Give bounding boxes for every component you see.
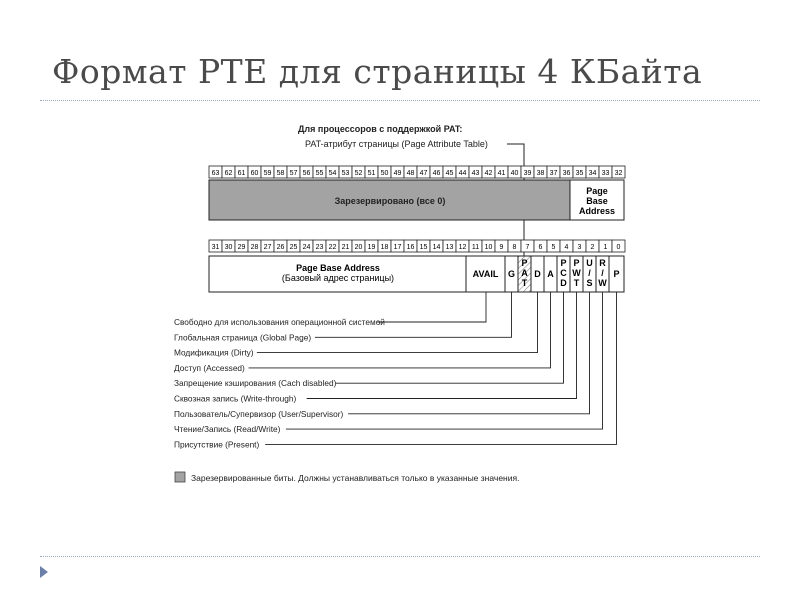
footer-divider	[40, 556, 760, 557]
flag-rw-3: W	[598, 278, 607, 288]
high-bit-label: 33	[601, 170, 610, 177]
high-bit-label: 32	[614, 170, 623, 177]
legend-label: Модификация (Dirty)	[174, 347, 254, 358]
legend-leader-line	[377, 292, 486, 322]
legend-label: Доступ (Accessed)	[174, 362, 245, 373]
low-bit-label: 18	[380, 244, 389, 251]
high-bit-label: 50	[380, 170, 389, 177]
legend-label: Присутствие (Present)	[174, 439, 260, 450]
low-bit-label: 10	[484, 244, 493, 251]
high-bit-label: 52	[354, 170, 363, 177]
low-bit-label: 23	[315, 244, 324, 251]
legend-label: Глобальная страница (Global Page)	[174, 332, 312, 343]
low-bit-label: 29	[237, 244, 246, 251]
low-bit-label: 12	[458, 244, 467, 251]
high-bit-label: 49	[393, 170, 402, 177]
high-bit-label: 61	[237, 170, 246, 177]
legend-leader-line	[249, 292, 551, 368]
low-bit-label: 16	[406, 244, 415, 251]
low-bit-label: 21	[341, 244, 350, 251]
low-bit-label: 27	[263, 244, 272, 251]
high-bit-label: 56	[302, 170, 311, 177]
flag-pat-2: A	[521, 268, 528, 278]
flag-pat-1: P	[521, 258, 528, 268]
high-bit-label: 54	[328, 170, 337, 177]
pba-low-label: Page Base Address	[296, 263, 380, 273]
low-bit-label: 8	[512, 244, 517, 251]
high-bit-label: 48	[406, 170, 415, 177]
flag-us-2: /	[588, 268, 591, 278]
high-bit-label: 38	[536, 170, 545, 177]
footnote-text: Зарезервированные биты. Должны устанавливаться только в указанные значения.	[191, 473, 520, 483]
flag-rw-1: R	[599, 258, 606, 268]
flag-pwt-3: T	[573, 278, 580, 288]
high-bit-label: 60	[250, 170, 259, 177]
high-bit-label: 45	[445, 170, 454, 177]
flag-pat-3: T	[521, 278, 528, 288]
legend-leader-line	[315, 292, 512, 337]
legend-label: Запрещение кэширования (Cach disabled)	[174, 378, 337, 389]
low-bit-label: 31	[211, 244, 220, 251]
flag-us-3: S	[586, 278, 593, 288]
low-bit-label: 19	[367, 244, 376, 251]
high-bit-label: 44	[458, 170, 467, 177]
field-legend	[174, 292, 617, 449]
high-bit-label: 58	[276, 170, 285, 177]
pat-caption: PAT-атрибут страницы (Page Attribute Table)	[305, 139, 488, 149]
legend-label: Сквозная запись (Write-through)	[174, 393, 297, 404]
high-bit-label: 53	[341, 170, 350, 177]
high-bit-label: 41	[497, 170, 506, 177]
low-bit-label: 24	[302, 244, 311, 251]
low-bit-label: 6	[538, 244, 543, 251]
figure-heading: Для процессоров с поддержкой PAT:	[298, 124, 463, 134]
high-bit-label: 43	[471, 170, 480, 177]
low-bit-label: 17	[393, 244, 402, 251]
pba-high-line1: Page	[586, 186, 608, 196]
high-bit-label: 35	[575, 170, 584, 177]
low-bit-label: 7	[525, 244, 530, 251]
flag-us-1: U	[586, 258, 593, 268]
low-bit-label: 25	[289, 244, 298, 251]
bullet-arrow-icon	[40, 566, 48, 578]
low-bit-label: 30	[224, 244, 233, 251]
high-bit-label: 62	[224, 170, 233, 177]
flag-g: G	[507, 269, 516, 279]
flag-pwt-1: P	[573, 258, 580, 268]
low-bit-label: 2	[590, 244, 595, 251]
high-bit-label: 34	[588, 170, 597, 177]
high-bit-label: 36	[562, 170, 571, 177]
flag-p: P	[613, 269, 620, 279]
pba-high-line3: Address	[578, 206, 616, 216]
low-bit-label: 15	[419, 244, 428, 251]
flag-d: D	[534, 269, 541, 279]
legend-leader-line	[307, 292, 577, 399]
low-bit-label: 13	[445, 244, 454, 251]
high-bit-label: 51	[367, 170, 376, 177]
low-bit-label: 14	[432, 244, 441, 251]
low-bit-label: 5	[551, 244, 556, 251]
pba-high-line2: Base	[586, 196, 608, 206]
pba-low-label-ru: (Базовый адрес страницы)	[281, 273, 395, 283]
low-bit-label: 26	[276, 244, 285, 251]
high-bit-label: 42	[484, 170, 493, 177]
high-bit-label: 59	[263, 170, 272, 177]
low-bit-label: 11	[471, 244, 480, 251]
flag-rw-2: /	[601, 268, 604, 278]
flag-pcd-1: P	[560, 258, 567, 268]
high-bit-label: 63	[211, 170, 220, 177]
low-bit-label: 4	[564, 244, 569, 251]
high-bit-number-row	[209, 166, 625, 178]
low-bit-label: 20	[354, 244, 363, 251]
legend-label: Чтение/Запись (Read/Write)	[174, 424, 281, 435]
slide-title: Формат PTE для страницы 4 КБайта	[52, 52, 703, 91]
flag-pcd-3: D	[560, 278, 567, 288]
high-bit-label: 47	[419, 170, 428, 177]
avail-label: AVAIL	[472, 269, 499, 279]
low-bit-label: 9	[499, 244, 504, 251]
high-bit-label: 46	[432, 170, 441, 177]
flag-pcd-2: C	[560, 268, 567, 278]
high-bit-label: 57	[289, 170, 298, 177]
low-bit-label: 1	[603, 244, 608, 251]
flag-pwt-2: W	[572, 268, 581, 278]
flag-a: A	[547, 269, 554, 279]
low-bit-label: 3	[577, 244, 582, 251]
low-bit-label: 28	[250, 244, 259, 251]
low-bit-number-row	[209, 240, 625, 252]
low-bit-label: 22	[328, 244, 337, 251]
reserved-field-label: Зарезервировано (все 0)	[334, 196, 446, 206]
legend-label: Пользователь/Супервизор (User/Supervisor)	[174, 408, 344, 419]
high-bit-label: 55	[315, 170, 324, 177]
high-bit-label: 37	[549, 170, 558, 177]
high-bit-label: 39	[523, 170, 532, 177]
footnote-swatch	[175, 472, 185, 482]
low-bit-label: 0	[616, 244, 621, 251]
high-bit-label: 40	[510, 170, 519, 177]
legend-label: Свободно для использования операционной системой	[174, 317, 385, 327]
